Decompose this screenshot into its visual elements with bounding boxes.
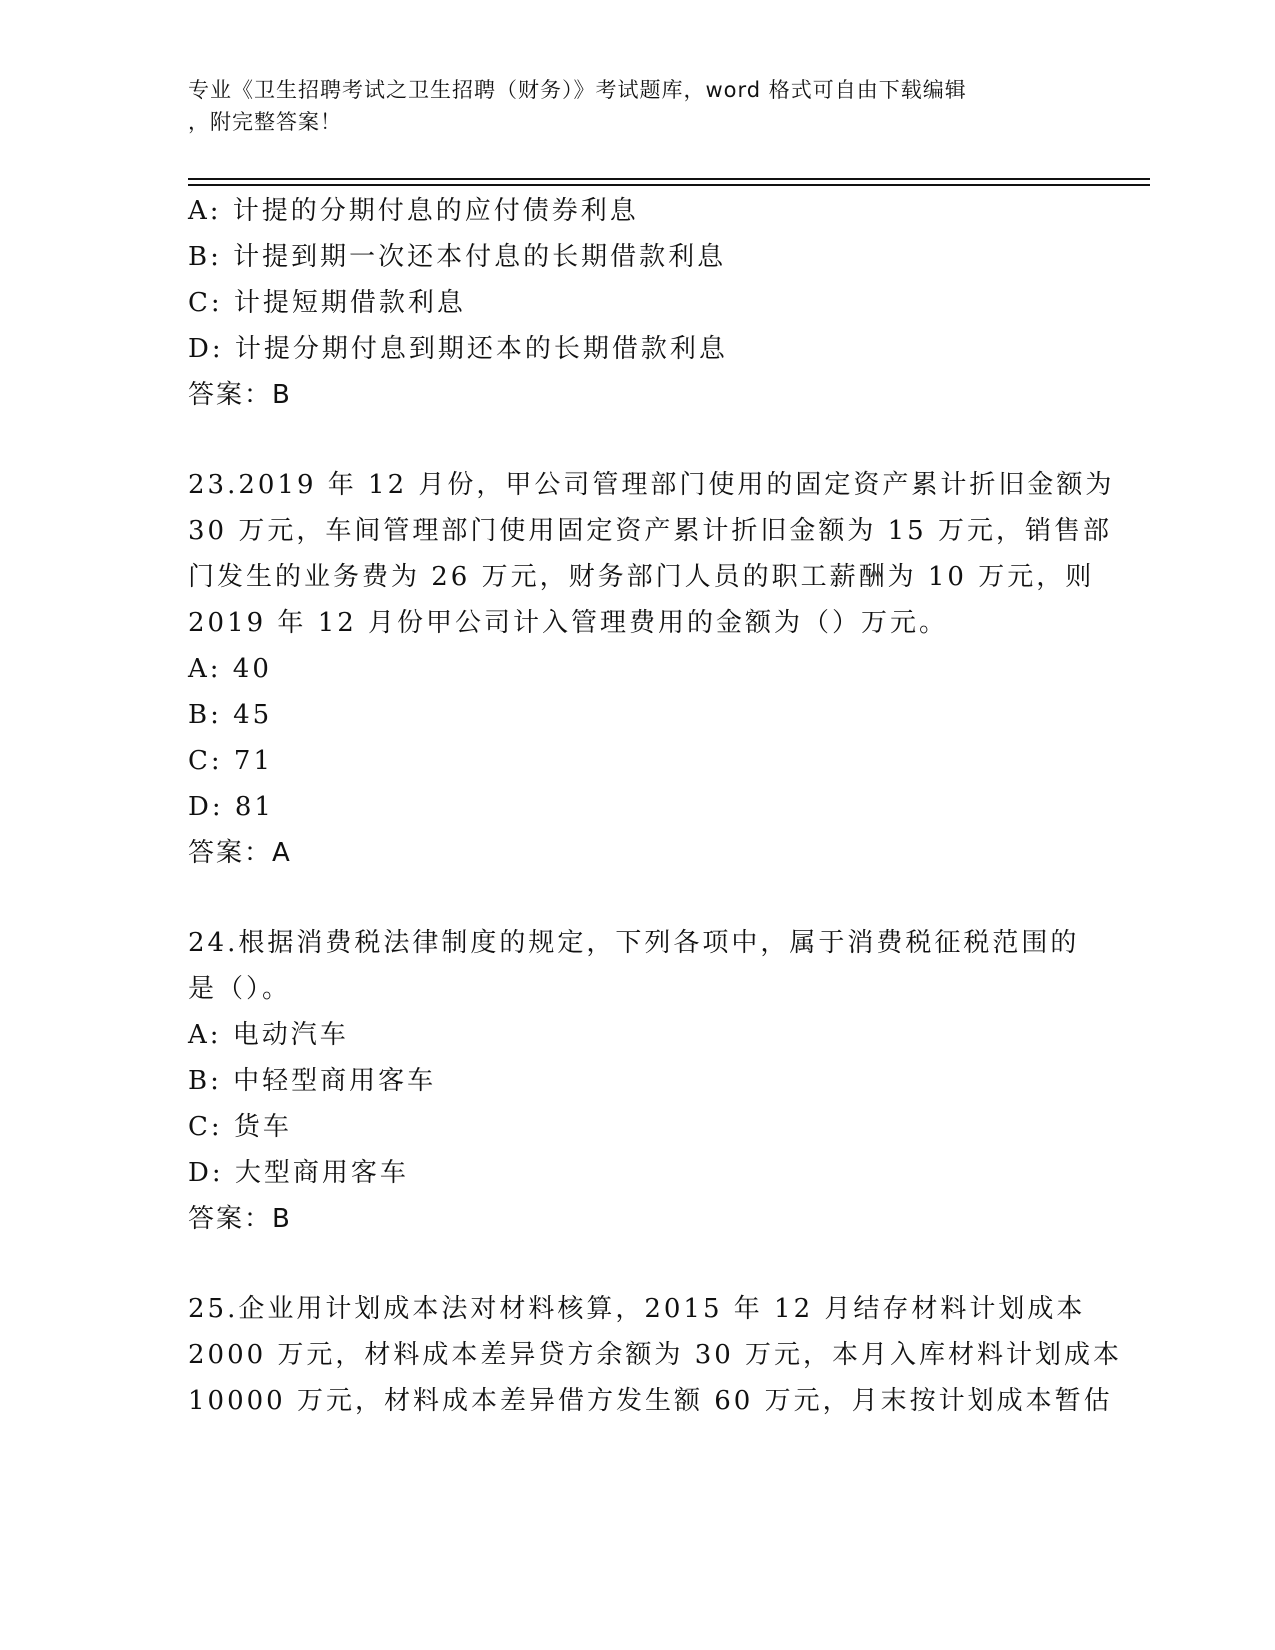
- option-a: A: 电动汽车: [188, 1020, 349, 1050]
- option-d: D: 大型商用客车: [188, 1158, 409, 1188]
- option-b: B: 计提到期一次还本付息的长期借款利息: [188, 242, 727, 272]
- document-header: [188, 74, 1068, 138]
- spacer: [188, 1242, 1088, 1286]
- option-c: C: 计提短期借款利息: [188, 288, 466, 318]
- question-text-line: 23.2019 年 12 月份，甲公司管理部门使用的固定资产累计折旧金额为: [188, 470, 1115, 500]
- answer: 答案：B: [188, 1204, 292, 1234]
- header-divider-bottom: [188, 184, 1150, 186]
- question-content: [188, 188, 1123, 1424]
- option-d: D: 计提分期付息到期还本的长期借款利息: [188, 334, 728, 364]
- option-a: A: 40: [188, 654, 272, 684]
- question-text-line: 30 万元，车间管理部门使用固定资产累计折旧金额为 15 万元，销售部: [188, 516, 1112, 546]
- question-text-line: 10000 万元，材料成本差异借方发生额 60 万元，月末按计划成本暂估: [188, 1386, 1113, 1416]
- answer: 答案：A: [188, 838, 292, 868]
- question-text-line: 2019 年 12 月份甲公司计入管理费用的金额为（）万元。: [188, 608, 949, 638]
- question-25: [188, 1286, 1123, 1424]
- question-24: [188, 920, 1088, 1242]
- option-d: D: 81: [188, 792, 274, 822]
- spacer: [188, 418, 1088, 462]
- header-line-2: ，附完整答案！: [188, 110, 342, 134]
- header-divider-top: [188, 178, 1150, 180]
- answer: 答案：B: [188, 380, 292, 410]
- question-text-line: 是（）。: [188, 974, 292, 1004]
- header-line-1: 专业《卫生招聘考试之卫生招聘（财务）》考试题库，word 格式可自由下载编辑: [188, 78, 967, 102]
- question-text-line: 门发生的业务费为 26 万元，财务部门人员的职工薪酬为 10 万元，则: [188, 562, 1095, 592]
- question-23: [188, 462, 1115, 876]
- option-c: C: 货车: [188, 1112, 292, 1142]
- option-a: A: 计提的分期付息的应付债券利息: [188, 196, 639, 226]
- spacer: [188, 876, 1088, 920]
- question-text-line: 2000 万元，材料成本差异贷方余额为 30 万元，本月入库材料计划成本: [188, 1340, 1123, 1370]
- question-22: [188, 188, 1088, 418]
- option-c: C: 71: [188, 746, 274, 776]
- option-b: B: 45: [188, 700, 273, 730]
- question-text-line: 25.企业用计划成本法对材料核算，2015 年 12 月结存材料计划成本: [188, 1294, 1086, 1324]
- option-b: B: 中轻型商用客车: [188, 1066, 437, 1096]
- question-text-line: 24.根据消费税法律制度的规定，下列各项中，属于消费税征税范围的: [188, 928, 1080, 958]
